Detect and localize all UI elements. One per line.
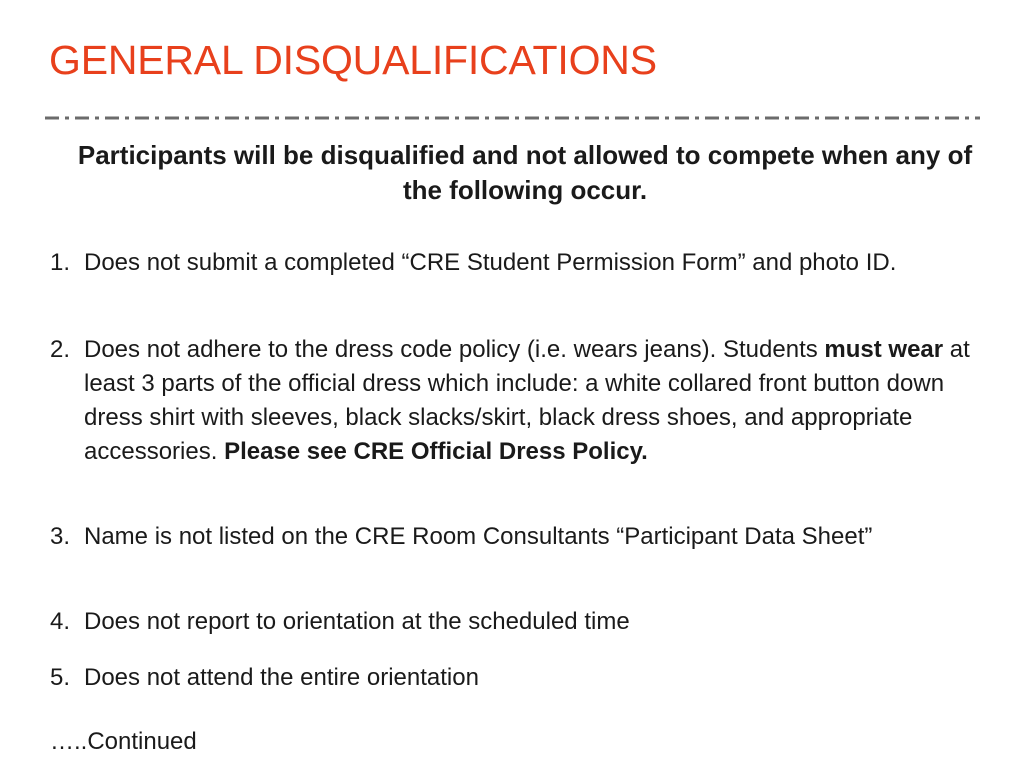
- rule-text: [84, 661, 1000, 695]
- rule-item: [50, 661, 1000, 695]
- rule-item: [50, 333, 1000, 469]
- slide-title: GENERAL DISQUALIFICATIONS: [49, 37, 657, 83]
- rule-emphasis: Please see CRE Official Dress Policy.: [224, 438, 648, 465]
- rule-text-part: Does not adhere to the dress code policy (i.e. wears jeans). Students: [84, 336, 825, 363]
- rule-text-part: Does not attend the entire orientation: [84, 664, 479, 691]
- rule-text: [84, 246, 1000, 280]
- continued-note: …..Continued: [50, 728, 197, 755]
- rule-item: [50, 605, 1000, 639]
- rule-number: 5.: [50, 664, 71, 691]
- rule-number: 4.: [50, 608, 71, 635]
- rule-text-part: Does not report to orientation at the scheduled time: [84, 608, 630, 635]
- rule-number: 3.: [50, 523, 71, 550]
- rule-text-part: at least 3 parts of the official dress which include: a white collared front button down dress shirt with sleeves, black slacks/skirt, black dress shoes, and appropriate accessories.: [84, 336, 970, 465]
- rule-emphasis: must wear: [824, 336, 944, 363]
- intro-statement: Participants will be disqualified and not allowed to compete when any of the following occur.: [77, 140, 973, 205]
- rule-number: 1.: [50, 249, 71, 276]
- rule-text-part: Does not submit a completed “CRE Student Permission Form” and photo ID.: [84, 249, 897, 276]
- rule-text: [84, 333, 1000, 469]
- rule-text: [84, 520, 1000, 554]
- rule-text: [84, 605, 1000, 639]
- rule-text-part: Name is not listed on the CRE Room Consultants “Participant Data Sheet”: [84, 523, 873, 550]
- rule-number: 2.: [50, 336, 71, 363]
- rule-item: [50, 246, 1000, 280]
- title-divider: [45, 115, 980, 121]
- rule-item: [50, 520, 1000, 554]
